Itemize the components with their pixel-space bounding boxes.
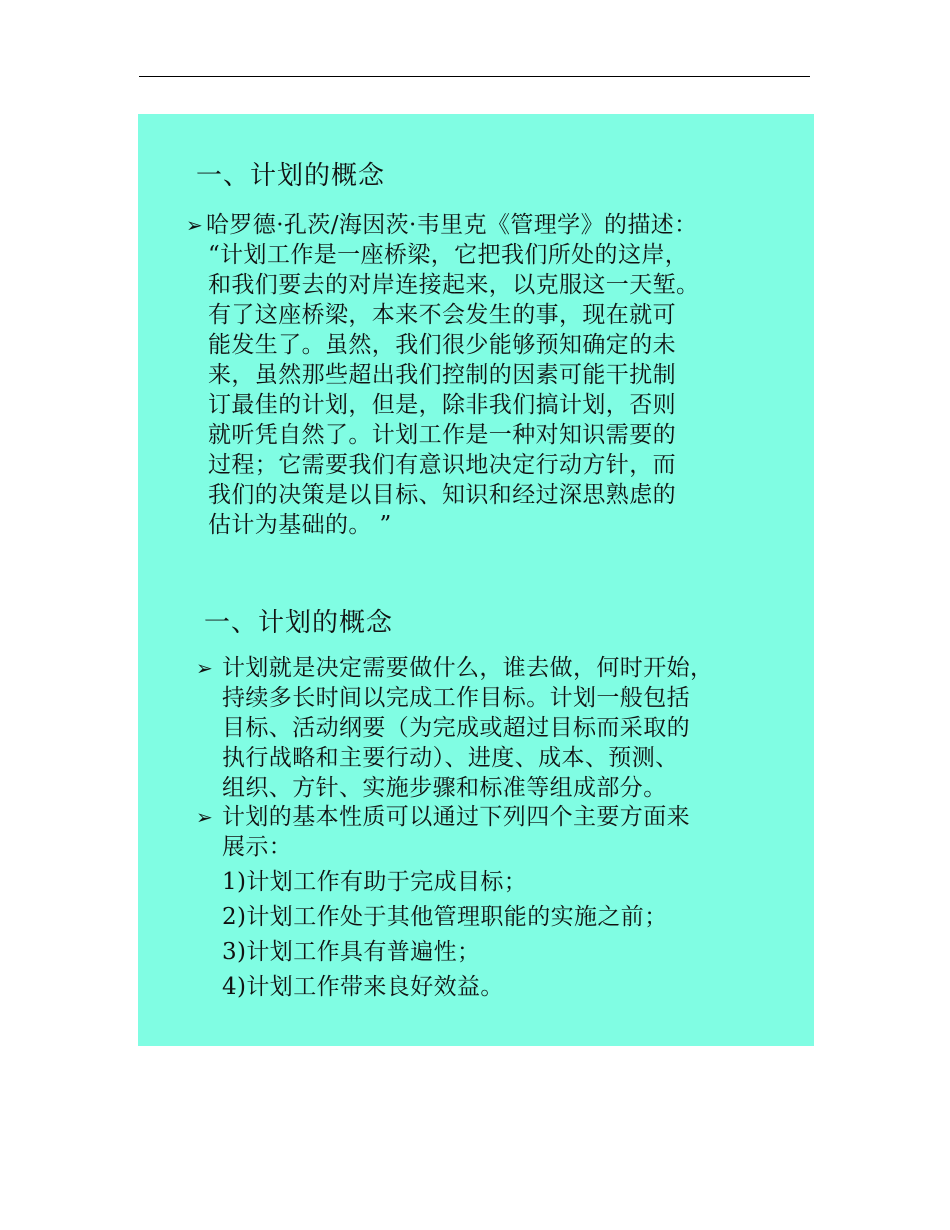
- bullet-arrow-icon: ➢: [196, 656, 213, 680]
- quote-line: 就听凭自然了。计划工作是一种对知识需要的: [208, 422, 676, 448]
- point-1-line: 持续多长时间以完成工作目标。计划一般包括: [222, 685, 690, 711]
- point-2-line: 展示：: [222, 834, 293, 860]
- quote-line: 过程；它需要我们有意识地决定行动方针，而: [208, 452, 676, 478]
- list-item: 1)计划工作有助于完成目标；: [222, 869, 528, 895]
- quote-line: “计划工作是一座桥梁，它把我们所处的这岸，: [208, 242, 689, 268]
- quote-line: 能发生了。虽然，我们很少能够预知确定的未: [208, 332, 676, 358]
- quote-line: 订最佳的计划，但是，除非我们搞计划，否则: [208, 392, 676, 418]
- point-1-line: 组织、方针、实施步骤和标准等组成部分。: [222, 775, 667, 801]
- list-item: 2)计划工作处于其他管理职能的实施之前；: [222, 904, 668, 930]
- bullet-arrow-icon: ➢: [186, 213, 203, 237]
- list-item: 3)计划工作具有普遍性；: [222, 939, 481, 965]
- bullet-arrow-icon: ➢: [196, 805, 213, 829]
- section-1-title: 一、计划的概念: [196, 161, 386, 191]
- list-item: 4)计划工作带来良好效益。: [222, 974, 504, 1000]
- quote-line: 我们的决策是以目标、知识和经过深思熟虑的: [208, 482, 676, 508]
- section-1-intro: 哈罗德·孔茨/海因茨·韦里克《管理学》的描述：: [206, 212, 698, 238]
- quote-line: 来，虽然那些超出我们控制的因素可能干扰制: [208, 362, 676, 388]
- point-2-line: 计划的基本性质可以通过下列四个主要方面来: [222, 804, 690, 830]
- point-1-line: 计划就是决定需要做什么，谁去做，何时开始，: [222, 655, 714, 681]
- quote-line: 估计为基础的。 ”: [208, 512, 392, 538]
- slide-panel: [138, 114, 814, 1046]
- quote-line: 有了这座桥梁，本来不会发生的事，现在就可: [208, 302, 676, 328]
- point-1-line: 目标、活动纲要（为完成或超过目标而采取的: [222, 715, 690, 741]
- header-rule: [139, 76, 810, 77]
- section-2-title: 一、计划的概念: [204, 608, 394, 638]
- point-1-line: 执行战略和主要行动）、进度、成本、预测、: [222, 745, 679, 771]
- quote-line: 和我们要去的对岸连接起来，以克服这一天堑。: [208, 272, 700, 298]
